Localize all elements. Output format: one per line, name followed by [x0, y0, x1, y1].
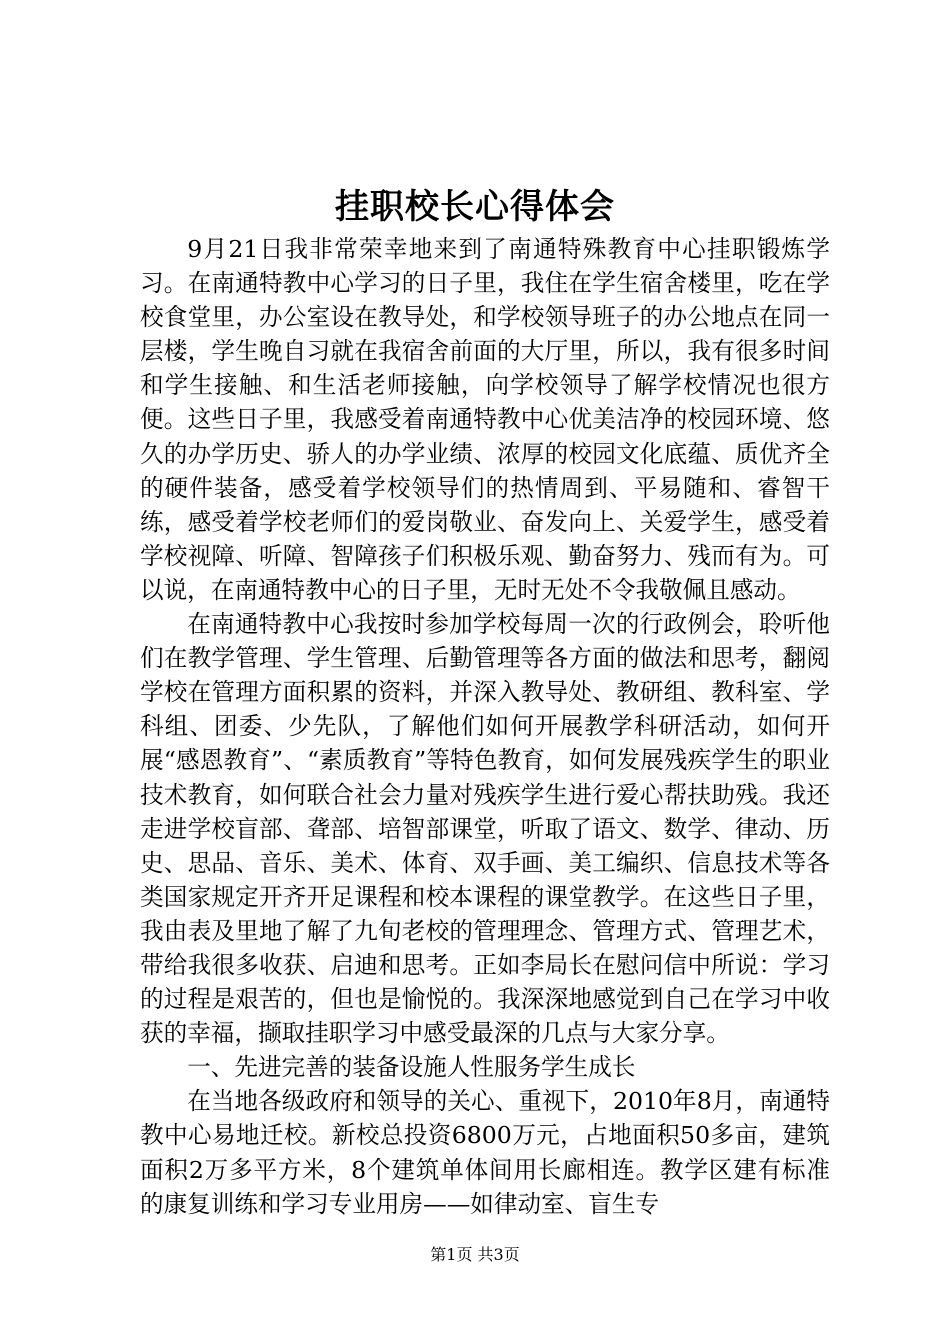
paragraph-3: 在当地各级政府和领导的关心、重视下，2010年8月，南通特教中心易地迁校。新校总投资6800万元，占地面积50多亩，建筑面积2万多平方米，8个建筑单体间用长廊相连。教学区建有标准的康复训练和学习专业用房——如律动室、盲生专	[140, 1087, 830, 1218]
paragraph-2: 在南通特教中心我按时参加学校每周一次的行政例会，聆听他们在教学管理、学生管理、后勤管理等各方面的做法和思考，翻阅学校在管理方面积累的资料，并深入教导处、教研组、教科室、学科组、团委、少先队，了解他们如何开展教学科研活动，如何开展“感恩教育”、“素质教育”等特色教育，如何发展残疾学生的职业技术教育，如何联合社会力量对残疾学生进行爱心帮扶助残。我还走进学校盲部、聋部、培智部课堂，听取了语文、数学、律动、历史、思品、音乐、美术、体育、双手画、美工编织、信息技术等各类国家规定开齐开足课程和校本课程的课堂教学。在这些日子里，我由表及里地了解了九旬老校的管理理念、管理方式、管理艺术，带给我很多收获、启迪和思考。正如李局长在慰问信中所说：学习的过程是艰苦的，但也是愉悦的。我深深地感觉到自己在学习中收获的幸福，撷取挂职学习中感受最深的几点与大家分享。	[140, 610, 830, 1048]
page-number-footer: 第1页 共3页	[430, 1245, 520, 1264]
document-body	[140, 232, 830, 1221]
paragraph-1: 9月21日我非常荣幸地来到了南通特殊教育中心挂职锻炼学习。在南通特教中心学习的日子里，我住在学生宿舍楼里，吃在学校食堂里，办公室设在教导处，和学校领导班子的办公地点在同一层楼，学生晚自习就在我宿舍前面的大厅里，所以，我有很多时间和学生接触、和生活老师接触，向学校领导了解学校情况也很方便。这些日子里，我感受着南通特教中心优美洁净的校园环境、悠久的办学历史、骄人的办学业绩、浓厚的校园文化底蕴、质优齐全的硬件装备，感受着学校领导们的热情周到、平易随和、睿智干练，感受着学校老师们的爱岗敬业、奋发向上、关爱学生，感受着学校视障、听障、智障孩子们积极乐观、勤奋努力、残而有为。可以说，在南通特教中心的日子里，无时无处不令我敬佩且感动。	[140, 235, 830, 604]
document-title: 挂职校长心得体会	[335, 187, 615, 227]
section-heading-1: 一、先进完善的装备设施人性服务学生成长	[187, 1053, 636, 1082]
